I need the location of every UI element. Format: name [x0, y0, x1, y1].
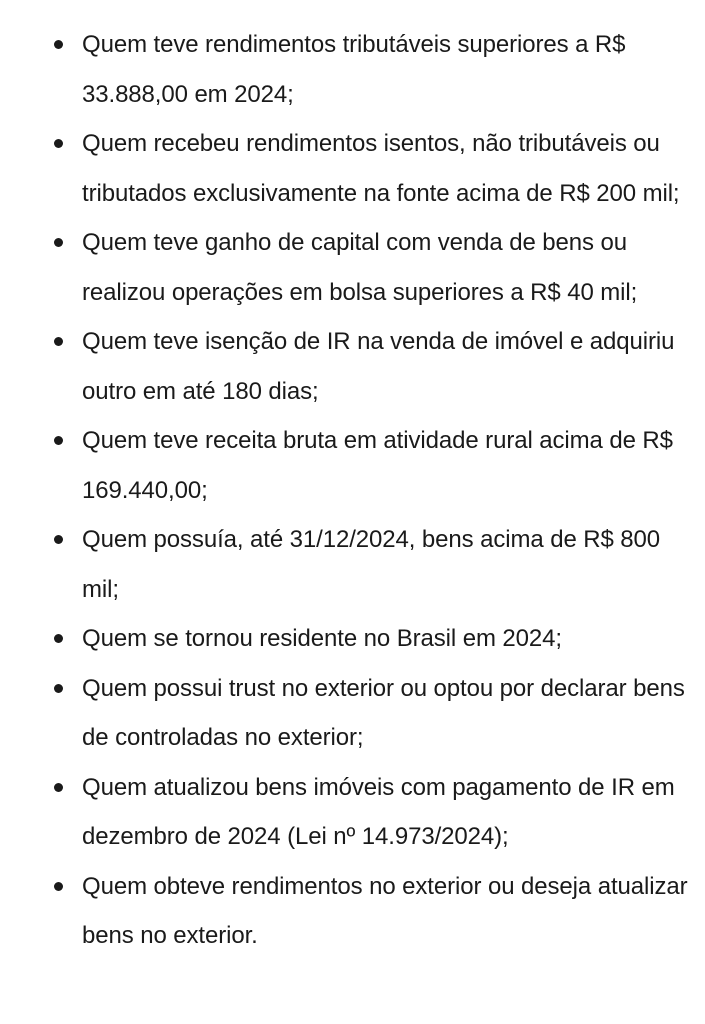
list-item — [0, 614, 705, 664]
bullet-icon — [54, 40, 63, 49]
bullet-icon — [54, 684, 63, 693]
bullet-icon — [54, 634, 63, 643]
bullet-list — [0, 20, 705, 961]
list-item-text: Quem se tornou residente no Brasil em 2024; — [82, 625, 562, 652]
bullet-icon — [54, 436, 63, 445]
list-item-text: Quem teve receita bruta em atividade rural acima de R$ 169.440,00; — [82, 427, 673, 504]
list-item — [0, 218, 705, 317]
list-item-text: Quem teve ganho de capital com venda de bens ou realizou operações em bolsa superiores a R$ 40 mil; — [82, 229, 638, 306]
bullet-icon — [54, 783, 63, 792]
bullet-icon — [54, 882, 63, 891]
list-item-text: Quem atualizou bens imóveis com pagamento de IR em dezembro de 2024 (Lei nº 14.973/2024); — [82, 773, 675, 850]
list-item — [0, 20, 705, 119]
bullet-icon — [54, 139, 63, 148]
list-item — [0, 515, 705, 614]
list-item-text: Quem teve isenção de IR na venda de imóvel e adquiriu outro em até 180 dias; — [82, 328, 675, 405]
list-item-text: Quem possui trust no exterior ou optou por declarar bens de controladas no exterior; — [82, 674, 685, 751]
bullet-icon — [54, 337, 63, 346]
list-item — [0, 664, 705, 763]
list-item-text: Quem obteve rendimentos no exterior ou deseja atualizar bens no exterior. — [82, 872, 688, 949]
list-item-text: Quem possuía, até 31/12/2024, bens acima de R$ 800 mil; — [82, 526, 661, 603]
list-item-text: Quem teve rendimentos tributáveis superiores a R$ 33.888,00 em 2024; — [82, 31, 626, 108]
list-item — [0, 119, 705, 218]
list-item-text: Quem recebeu rendimentos isentos, não tributáveis ou tributados exclusivamente na fonte acima de R$ 200 mil; — [82, 130, 680, 207]
list-item — [0, 416, 705, 515]
list-item — [0, 763, 705, 862]
bullet-icon — [54, 238, 63, 247]
bullet-icon — [54, 535, 63, 544]
list-item — [0, 317, 705, 416]
list-item — [0, 862, 705, 961]
